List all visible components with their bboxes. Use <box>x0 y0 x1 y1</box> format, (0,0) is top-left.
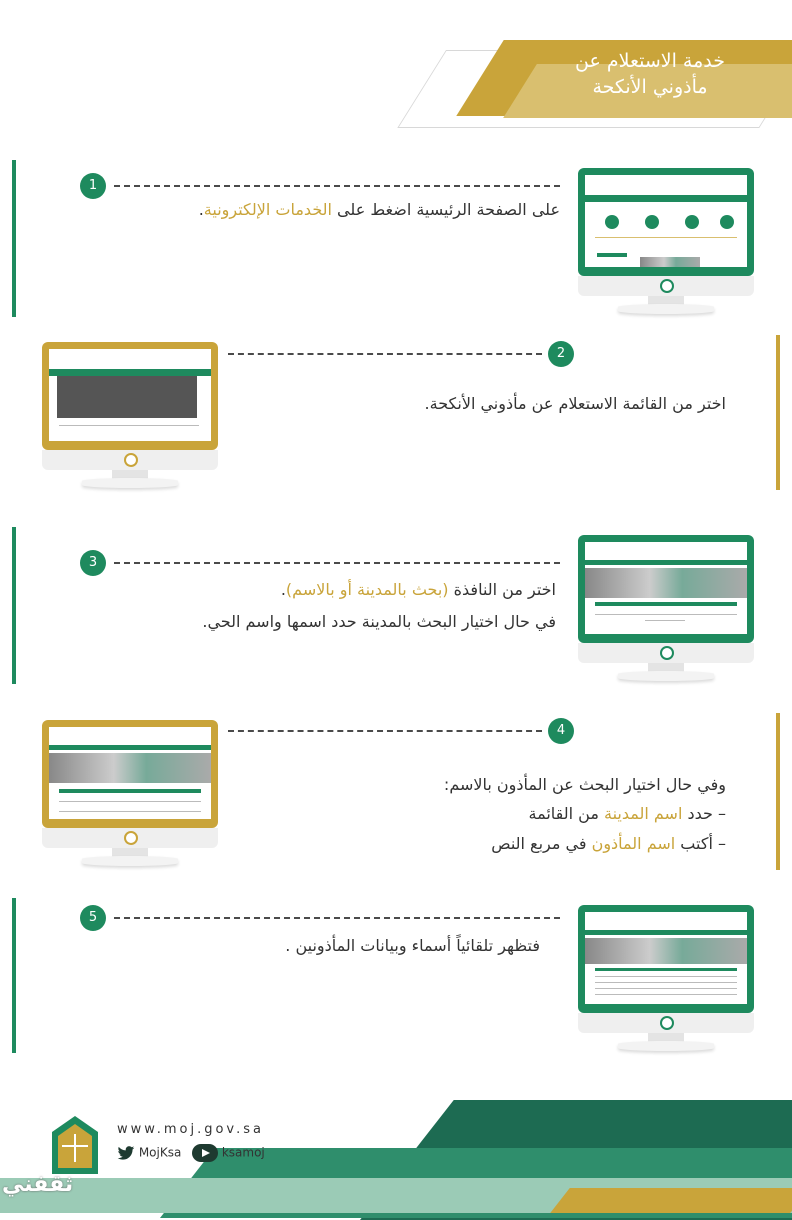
step-4-line-2: – حدد اسم المدينة من القائمة <box>528 804 726 823</box>
step-4-number: 4 <box>548 718 574 744</box>
watermark: ثقفني <box>2 1172 74 1197</box>
youtube-icon <box>192 1144 218 1162</box>
step-4-monitor <box>42 720 218 870</box>
step-3-sidebar <box>12 527 16 684</box>
ministry-logo <box>48 1112 102 1180</box>
step-5-number: 5 <box>80 905 106 931</box>
step-1-dash <box>114 185 560 187</box>
step-3-dash <box>114 562 560 564</box>
step-2-dash <box>228 353 542 355</box>
youtube-handle[interactable]: ksamoj <box>192 1144 265 1162</box>
step-3-monitor <box>578 535 754 685</box>
step-1-sidebar <box>12 160 16 317</box>
step-1-text: على الصفحة الرئيسية اضغط على الخدمات الإلكترونية. <box>198 200 560 219</box>
step-2-text: اختر من القائمة الاستعلام عن مأذوني الأنكحة. <box>424 394 726 413</box>
title-line-1: خدمة الاستعلام عن <box>575 50 725 72</box>
step-4-dash <box>228 730 542 732</box>
step-2-number: 2 <box>548 341 574 367</box>
title-line-2: مأذوني الأنكحة <box>592 76 708 98</box>
step-1-monitor <box>578 168 754 318</box>
website-url[interactable]: www.moj.gov.sa <box>117 1122 264 1137</box>
step-3-line-1: اختر من النافذة (بحث بالمدينة أو بالاسم). <box>280 580 556 599</box>
step-2-sidebar <box>776 335 780 490</box>
twitter-handle[interactable]: MojKsa <box>117 1144 181 1162</box>
step-5-sidebar <box>12 898 16 1053</box>
footer-band-gold <box>550 1188 792 1213</box>
step-3-line-2: في حال اختيار البحث بالمدينة حدد اسمها واسم الحي. <box>202 612 556 631</box>
step-3-number: 3 <box>80 550 106 576</box>
step-5-monitor <box>578 905 754 1055</box>
step-5-dash <box>114 917 560 919</box>
step-2-monitor <box>42 342 218 492</box>
twitter-icon <box>117 1144 135 1162</box>
step-4-sidebar <box>776 713 780 870</box>
page-title <box>540 48 760 100</box>
step-4-line-3: – أكتب اسم المأذون في مربع النص <box>491 834 726 853</box>
step-5-text: فتظهر تلقائياً أسماء وبيانات المأذونين . <box>285 936 540 955</box>
step-4-line-1: وفي حال اختيار البحث عن المأذون بالاسم: <box>443 775 726 794</box>
step-1-number: 1 <box>80 173 106 199</box>
